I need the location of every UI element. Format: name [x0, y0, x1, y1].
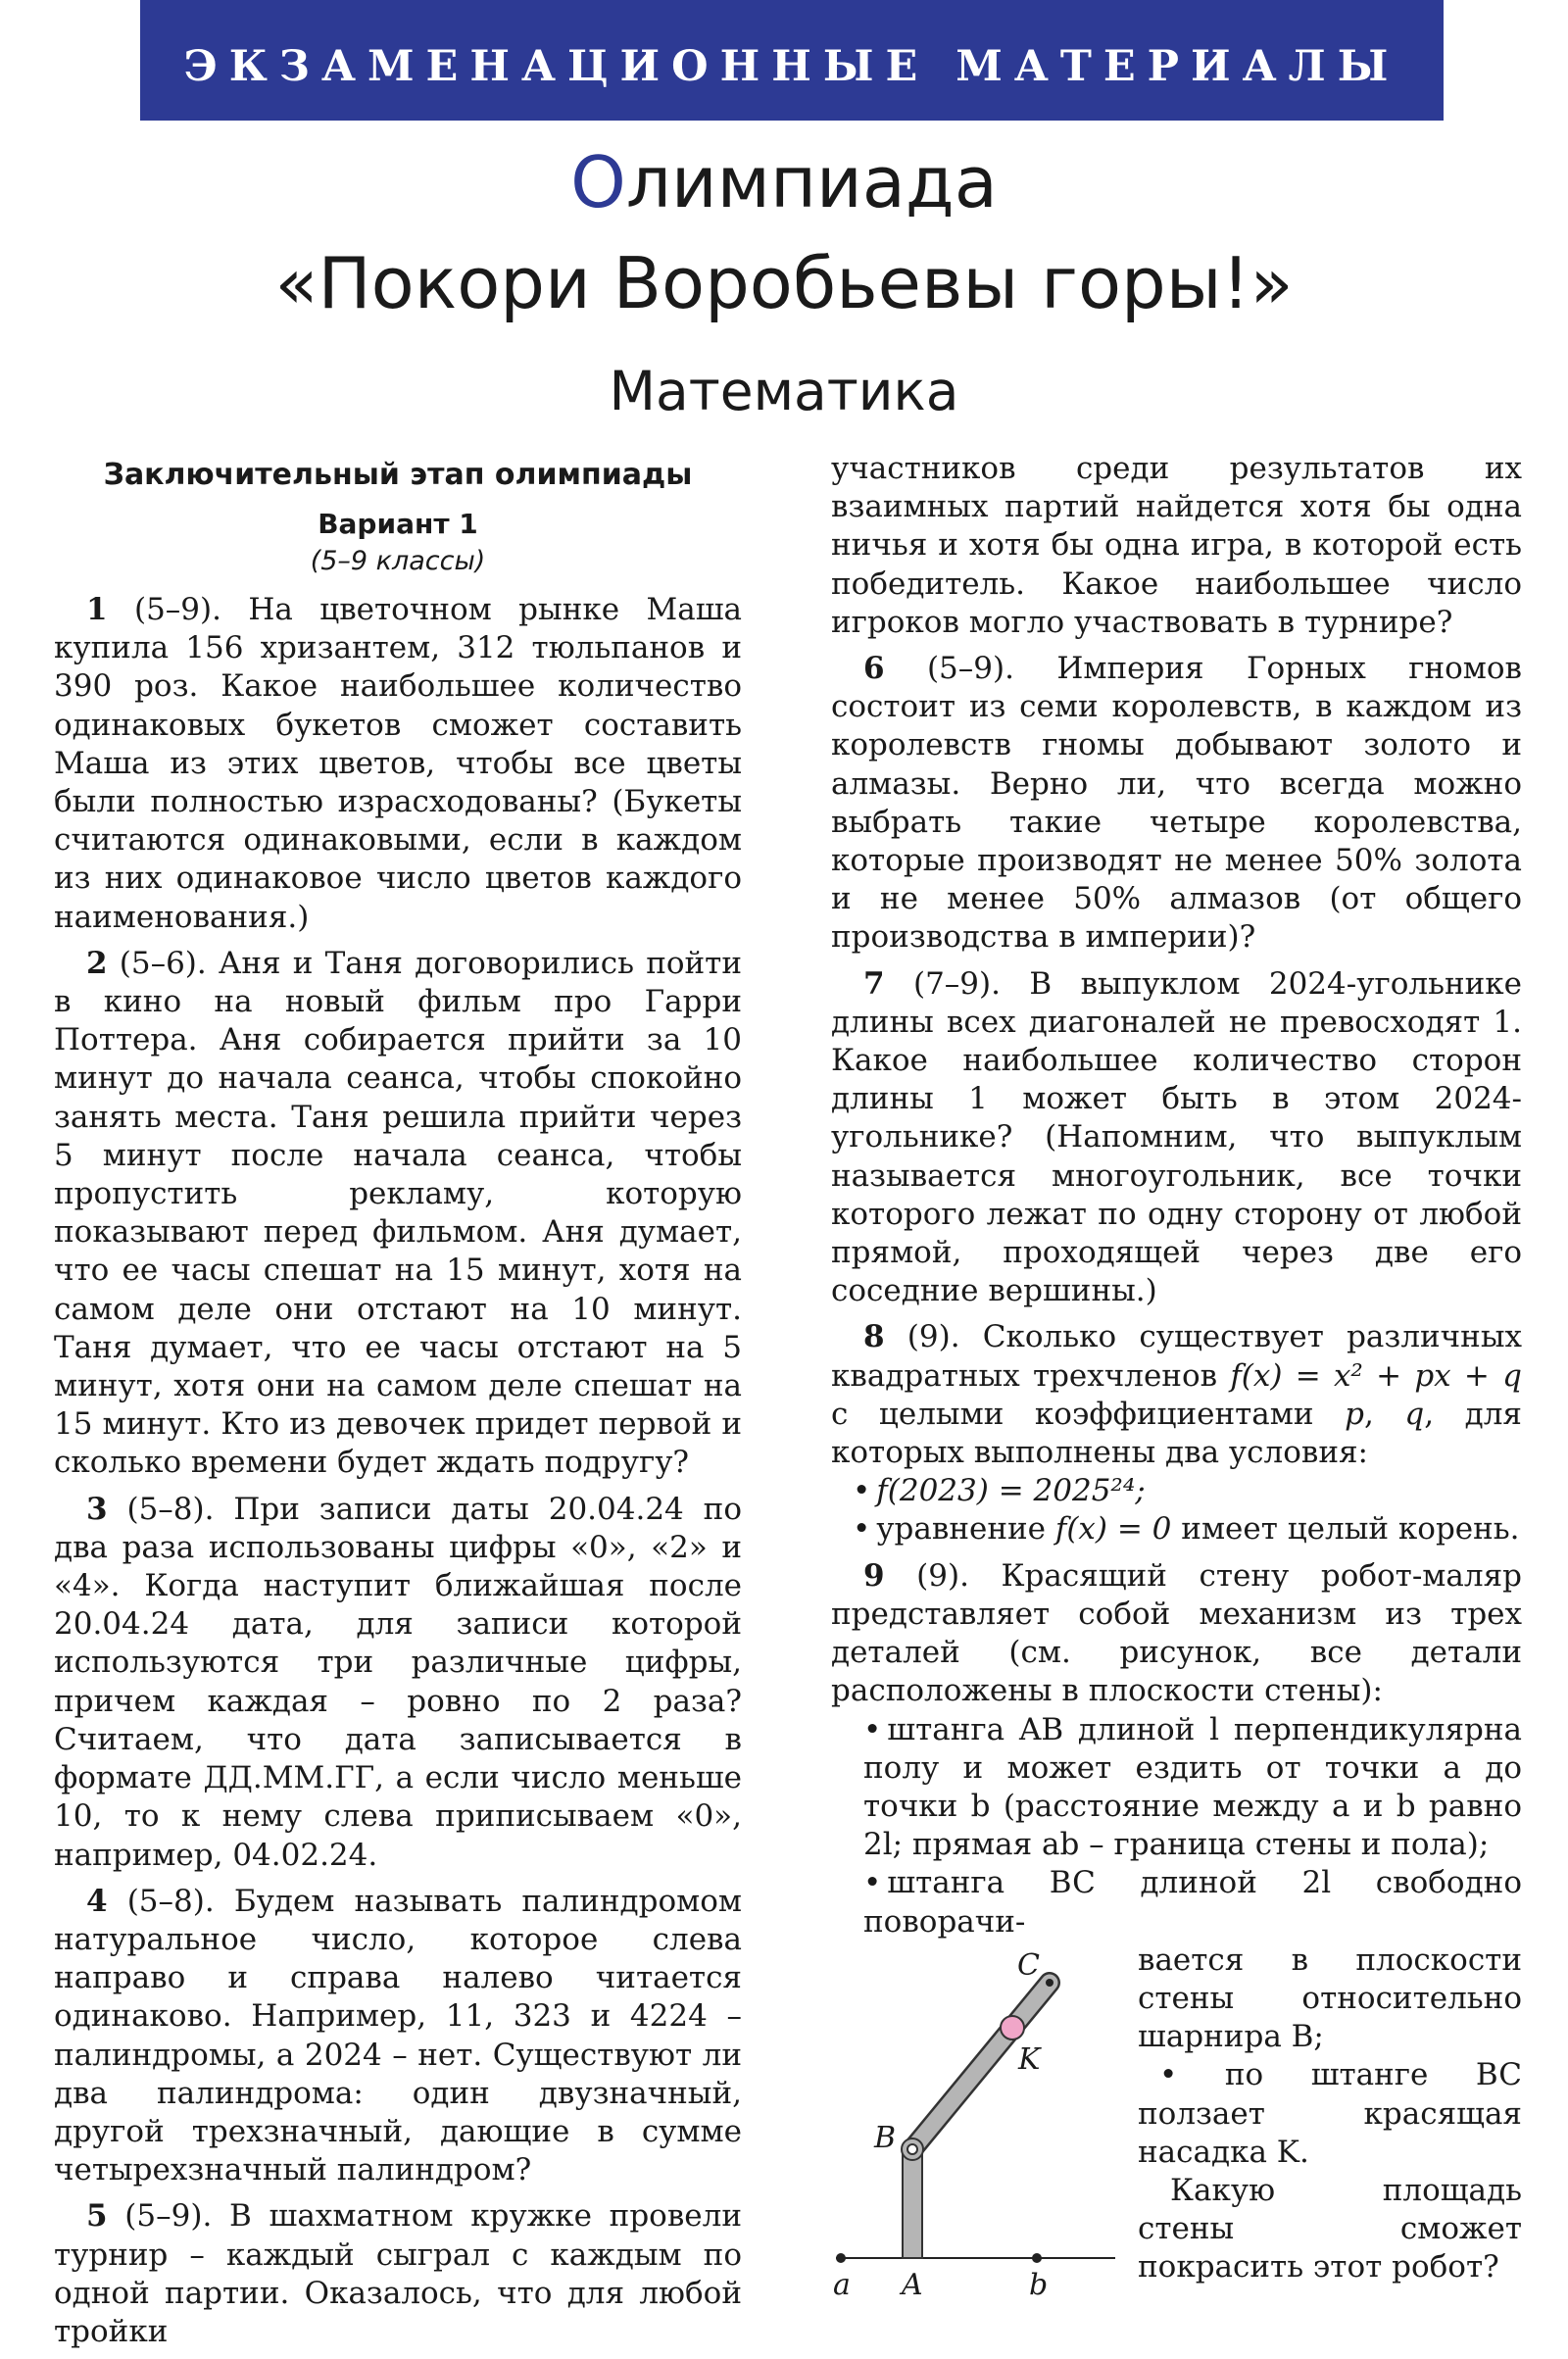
title-initial-letter: О [570, 141, 626, 223]
formula-trinomial: f(x) = x² + px + q [1230, 1357, 1522, 1394]
problem-number: 3 [86, 1491, 108, 1527]
slider-k [1001, 2016, 1024, 2040]
joint-b-pin [907, 2144, 917, 2154]
problem-grade: (5–8). [107, 1883, 234, 1919]
problem-4 [54, 1883, 742, 2190]
problem-number: 1 [86, 592, 108, 627]
label-k: K [1018, 2041, 1041, 2077]
stage-heading: Заключительный этап олимпиады [103, 458, 693, 492]
title-line-1 [0, 141, 1568, 223]
problem-text: Красящий стену робот-маляр представляет собой механизм из трех деталей (см. рисунок, все детали расположены в плоскости стены): [831, 1557, 1522, 1709]
condition-1-formula: f(2023) = 2025²⁴; [876, 1473, 1146, 1509]
problem-number: 4 [86, 1883, 108, 1919]
label-b-joint: B [874, 2120, 897, 2155]
condition-2-formula: f(x) = 0 [1054, 1511, 1172, 1548]
problem-grade: (5–9). [884, 651, 1057, 687]
subject-title: Математика [609, 360, 959, 422]
problem-text: Аня и Таня договорились пойти в кино на новый фильм про Гарри Поттера. Аня собирается прийти за 10 минут до начала сеанса, чтобы спокойно занять места. Таня решила прийти через 5 минут после начала сеанса, чтобы пропустить рекламу, которую показывают перед фильмом. Аня думает, что ее часы спешат на 15 минут, хотя на самом деле они отстают на 10 минут. Таня думает, что ее часы отстают на 5 минут, хотя они на самом деле спешат на 15 минут. Кто из девочек придет первой и сколько времени будет ждать подругу? [54, 945, 742, 1481]
problem-text: Империя Горных гномов состоит из семи королевств, в каждом из королевств гномы добывают золото и алмазы. Верно ли, что всегда можно выбрать такие четыре королевства, которые производят не менее 50% золота и не менее 50% алмазов (от общего производства в империи)? [831, 651, 1523, 956]
problem-grade: (7–9). [884, 965, 1030, 1002]
problem-number: 6 [863, 651, 885, 687]
left-column [54, 451, 742, 2359]
condition-2-text: уравнение [876, 1511, 1055, 1548]
problem-text: При записи даты 20.04.24 по два раза использованы цифры «0», «2» и «4». Когда наступит ближайшая после 20.04.24 дата, для записи которой используются три различные цифры, причем каждая – ровно по 2 раза? Считаем, что дата записывается в формате ДД.ММ.ГГ, а если число меньше 10, то к нему слева приписываем «0», например, 04.02.24. [54, 1491, 742, 1873]
point-b-dot [1032, 2253, 1042, 2263]
robot-bullet-1-text: штанга AB длиной l перпендикулярна полу и может ездить от точки a до точки b (расстояние между a и b равно 2l; прямая ab – граница стены и пола); [863, 1711, 1522, 1863]
problem-text: Сколько существует различных квадратных трехчленов [831, 1319, 1522, 1394]
problem-3 [54, 1491, 742, 1875]
problem-5 [54, 2197, 742, 2351]
problem-grade: (9). [884, 1557, 1002, 1594]
end-c-dot [1046, 1979, 1054, 1987]
rod-ab [903, 2149, 922, 2258]
problem-7 [831, 965, 1522, 1311]
condition-1: • f(2023) = 2025²⁴; [853, 1473, 1146, 1509]
problem-grade: (9). [884, 1319, 983, 1355]
variant-heading: Вариант 1 [318, 508, 478, 540]
condition-2: • уравнение f(x) = 0 имеет целый корень. [853, 1511, 1520, 1548]
robot-bullet-1: • штанга AB длиной l перпендикулярна полу и может ездить от точки a до точки b (расстояние между a и b равно 2l; прямая ab – граница стены и пола); [863, 1711, 1522, 1863]
problem-number: 8 [863, 1319, 885, 1355]
problem-2 [54, 945, 742, 1483]
title-line-2: «Покори Воробьевы горы!» [274, 242, 1294, 324]
robot-bullet-2: • штанга BC длиной 2l свободно поворачи- [863, 1865, 1522, 1940]
robot-bullet-2-continued: вается в плоскости стены относительно шарнира B; [1138, 1941, 1522, 2055]
robot-side-text [1138, 1941, 1522, 2287]
problem-text: На цветочном рынке Маша купила 156 хризантем, 312 тюльпанов и 390 роз. Какое наибольшее количество одинаковых букетов сможет составить Маша из этих цветов, чтобы все цветы были полностью израсходованы? (Букеты считаются одинаковыми, если в каждом из них одинаковое число цветов каждого наименования.) [54, 592, 742, 935]
problem-grade: (5–9). [107, 592, 249, 627]
comma: , [1363, 1396, 1405, 1432]
classes-note: (5–9 классы) [310, 546, 486, 576]
problem-1 [54, 591, 742, 937]
problem-grade: (5–9). [107, 2198, 230, 2235]
label-a-small: a [833, 2267, 851, 2302]
condition-2-text: имеет целый корень. [1171, 1511, 1520, 1548]
point-a-dot [836, 2253, 846, 2263]
problem-5-continued: участников среди результатов их взаимных партий найдется хотя бы одна ничья и хотя бы одна игра, в которой есть победитель. Какое наибольшее число игроков могло участвовать в турнире? [831, 451, 1522, 640]
problem-grade: (5–6). [107, 945, 219, 981]
problem-6 [831, 650, 1522, 958]
robot-bullet-2-text: штанга BC длиной 2l свободно поворачи- [863, 1865, 1522, 1940]
robot-figure-block [831, 1941, 1522, 2324]
problem-text: Будем называть палиндромом натуральное число, которое слева направо и справа налево читается одинаково. Например, 11, 323 и 4224 – палиндромы, а 2024 – нет. Существуют ли два палиндрома: один двузначный, другой трехзначный, дающие в сумме четырехзначный палиндром? [54, 1883, 743, 2188]
problem-number: 2 [86, 945, 108, 981]
problem-number: 5 [86, 2198, 108, 2235]
robot-question: Какую площадь стены сможет покрасить этот робот? [1138, 2172, 1522, 2285]
problem-text: , для которых выполнены два условия: [831, 1396, 1522, 1471]
robot-diagram [831, 1941, 1130, 2324]
problem-text: В выпуклом 2024-угольнике длины всех диагоналей не превосходят 1. Какое наибольшее количество сторон длины 1 может быть в этом 2024-угольнике? (Напомним, что выпуклым называется многоугольник, все точки которого лежат по одну сторону от любой прямой, проходящей через две его соседние вершины.) [831, 965, 1522, 1309]
robot-bullet-3: • по штанге BC ползает красящая насадка K. [1138, 2057, 1523, 2170]
problem-number: 9 [863, 1557, 885, 1594]
label-b-small: b [1029, 2267, 1049, 2302]
problem-grade: (5–8). [107, 1491, 234, 1527]
title-line-1-rest: лимпиада [625, 141, 998, 223]
problem-text: с целыми коэффициентами [831, 1396, 1346, 1432]
problem-8 [831, 1318, 1522, 1472]
label-c: C [1017, 1947, 1040, 1983]
robot-bullet-3-text: по штанге BC ползает красящая насадка K. [1138, 2057, 1523, 2170]
var-q: q [1404, 1396, 1425, 1432]
right-column [831, 450, 1522, 2324]
problem-9 [831, 1557, 1522, 1711]
problem-text: В шахматном кружке провели турнир – каждый сыграл с каждым по одной партии. Оказалось, что для любой тройки [54, 2198, 742, 2349]
section-banner: ЭКЗАМЕНАЦИОННЫЕ МАТЕРИАЛЫ [140, 0, 1444, 121]
var-p: p [1345, 1396, 1364, 1432]
problem-number: 7 [863, 965, 885, 1002]
label-a-base: A [902, 2267, 923, 2302]
